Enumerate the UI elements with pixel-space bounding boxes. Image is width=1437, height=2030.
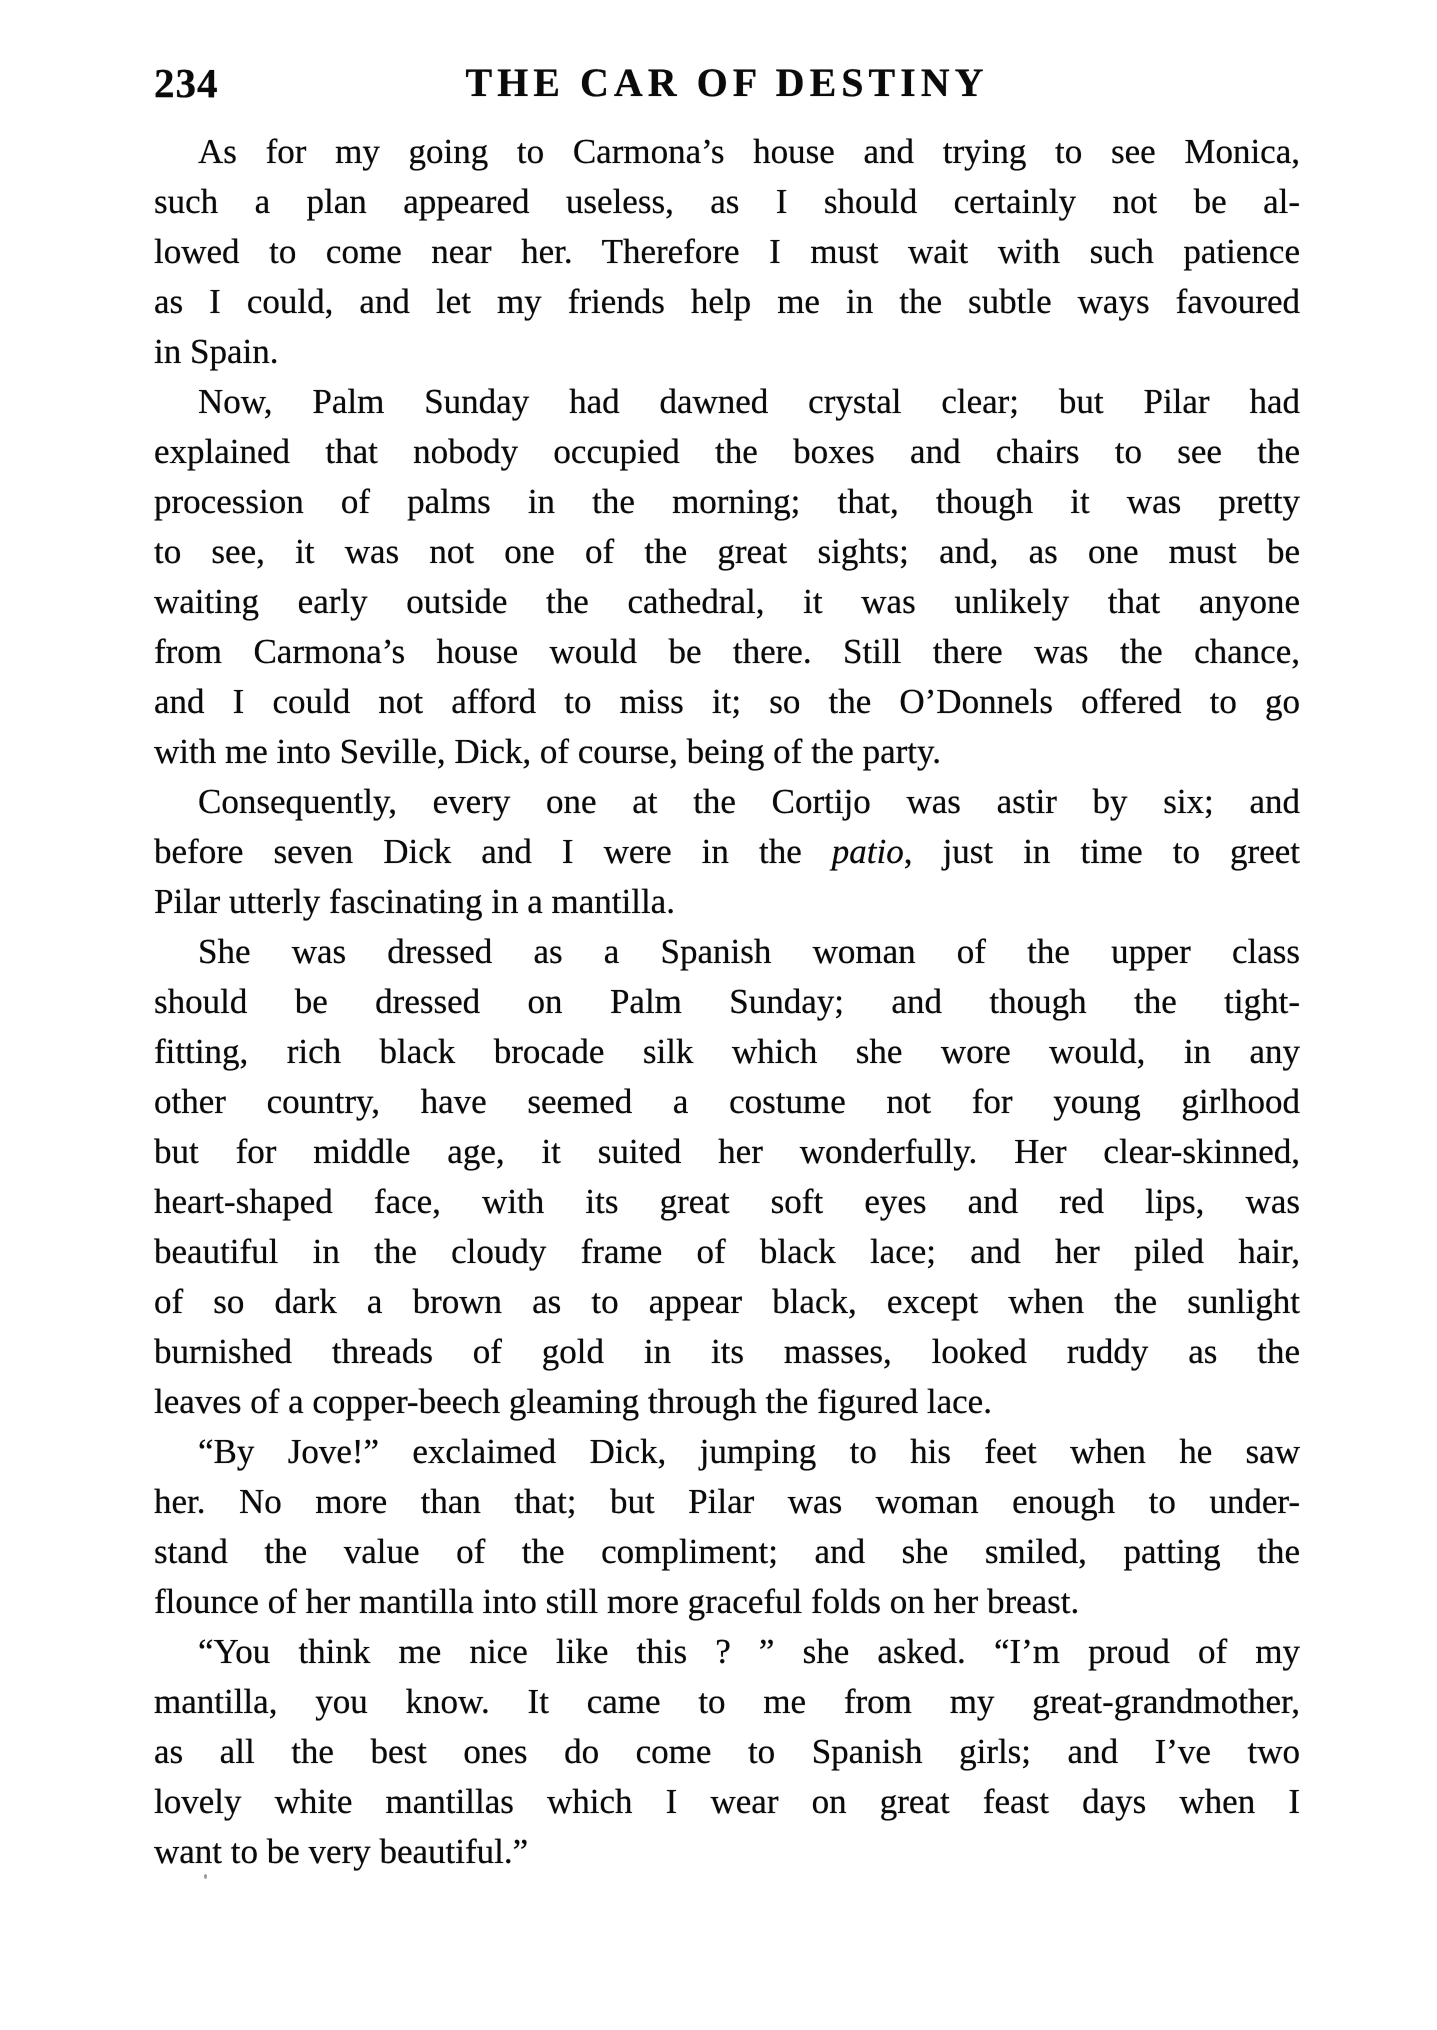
paragraph (154, 1627, 1300, 1877)
page-number: 234 (154, 60, 219, 106)
text-line: mantilla, you know. It came to me from my great-grandmother, (154, 1682, 1300, 1721)
text-line: waiting early outside the cathedral, it was unlikely that anyone (154, 582, 1300, 621)
text-line: lovely white mantillas which I wear on great feast days when I (154, 1782, 1300, 1821)
text-line: such a plan appeared useless, as I should certainly not be al- (154, 182, 1300, 221)
text-line: her. No more than that; but Pilar was woman enough to under- (154, 1482, 1300, 1521)
paragraph (154, 377, 1300, 777)
text-line: and I could not afford to miss it; so the O’Donnels offered to go (154, 682, 1300, 721)
text-line: before seven Dick and I were in the patio, just in time to greet (154, 832, 1300, 871)
paragraph (154, 927, 1300, 1427)
text-line: Consequently, every one at the Cortijo was astir by six; and (198, 782, 1300, 821)
paragraph (154, 1427, 1300, 1627)
text-line: as all the best ones do come to Spanish girls; and I’ve two (154, 1732, 1300, 1771)
text-line: but for middle age, it suited her wonderfully. Her clear-skinned, (154, 1132, 1300, 1171)
page-body (154, 127, 1300, 1877)
text-line: heart-shaped face, with its great soft eyes and red lips, was (154, 1182, 1300, 1221)
text-line: should be dressed on Palm Sunday; and though the tight- (154, 982, 1300, 1021)
text-line: Pilar utterly fascinating in a mantilla. (154, 882, 675, 921)
text-line: She was dressed as a Spanish woman of the upper class (198, 932, 1300, 971)
text-line: stand the value of the compliment; and she smiled, patting the (154, 1532, 1300, 1571)
text-line: other country, have seemed a costume not for young girlhood (154, 1082, 1300, 1121)
text-line: to see, it was not one of the great sights; and, as one must be (154, 532, 1300, 571)
text-line: of so dark a brown as to appear black, except when the sunlight (154, 1282, 1300, 1321)
text-line: beautiful in the cloudy frame of black lace; and her piled hair, (154, 1232, 1300, 1271)
text-line: burnished threads of gold in its masses, looked ruddy as the (154, 1332, 1300, 1371)
text-line: from Carmona’s house would be there. Still there was the chance, (154, 632, 1300, 671)
text-line: Now, Palm Sunday had dawned crystal clear; but Pilar had (198, 382, 1300, 421)
text-line: “You think me nice like this ? ” she asked. “I’m proud of my (198, 1632, 1300, 1671)
page-header (154, 58, 1300, 108)
text-line: want to be very beautiful.” (154, 1832, 529, 1871)
text-line: As for my going to Carmona’s house and trying to see Monica, (198, 132, 1300, 171)
text-line: flounce of her mantilla into still more graceful folds on her breast. (154, 1582, 1080, 1621)
text-line: procession of palms in the morning; that, though it was pretty (154, 482, 1300, 521)
text-line: lowed to come near her. Therefore I must wait with such patience (154, 232, 1300, 271)
scan-speck (204, 1874, 207, 1879)
text-line: as I could, and let my friends help me in the subtle ways favoured (154, 282, 1300, 321)
paragraph (154, 127, 1300, 377)
text-line: in Spain. (154, 332, 279, 371)
paragraph (154, 777, 1300, 927)
text-line: leaves of a copper-beech gleaming through the figured lace. (154, 1382, 992, 1421)
running-title: THE CAR OF DESTINY (465, 60, 989, 105)
text-line: with me into Seville, Dick, of course, being of the party. (154, 732, 941, 771)
text-line: explained that nobody occupied the boxes and chairs to see the (154, 432, 1300, 471)
text-line: “By Jove!” exclaimed Dick, jumping to his feet when he saw (198, 1432, 1300, 1471)
text-line: fitting, rich black brocade silk which she wore would, in any (154, 1032, 1300, 1071)
